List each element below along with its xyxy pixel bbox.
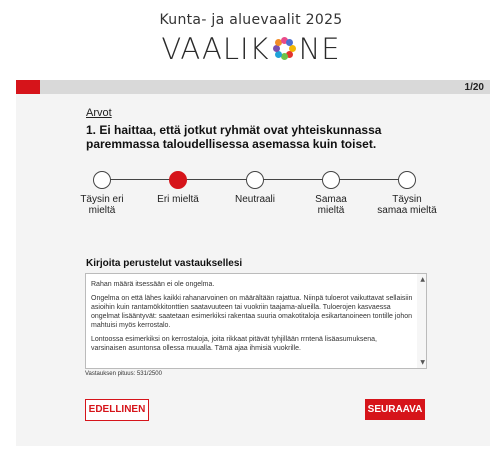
justification-paragraph: Lontoossa esimerkiksi on kerrostaloja, joita rikkaat pitävät tyhjillään rrntenä lisäasumuksena, varsinaisen asuntonsa ollessa muualla. Tämä ajaa ihmisiä vuokrille.	[91, 336, 377, 352]
scale-option-label: Täysin samaa mieltä	[377, 194, 437, 216]
justification-textarea[interactable]	[85, 273, 427, 369]
radio-circle[interactable]	[398, 171, 416, 189]
textarea-scrollbar[interactable]	[417, 274, 426, 368]
logo-text-right: NE	[298, 32, 341, 66]
next-button[interactable]: SEURAAVA	[365, 399, 425, 420]
scale-option-eri[interactable]	[148, 171, 208, 205]
logo-dot	[273, 45, 280, 52]
radio-circle[interactable]	[169, 171, 187, 189]
previous-button[interactable]: EDELLINEN	[85, 399, 149, 421]
justification-paragraph: Rahan määrä itsessään ei ole ongelma.	[91, 281, 215, 288]
scale-option-label: Täysin eri mieltä	[80, 194, 124, 216]
header	[0, 0, 502, 78]
scale-option-samaa[interactable]	[301, 171, 361, 216]
justification-text[interactable]	[91, 280, 413, 358]
progress-bar	[16, 80, 490, 94]
justification-paragraph: Ongelma on että lähes kaikki rahanarvoinen on määrältään rajattua. Niinpä tuloerot vaikuttavat sellaisiin asioihin kuin rantamökkitonttien saatavuuteen tai vuokriin taajama-alueilla. Tuloerojen kasvaessa ongelmat lisääntyvät: saatetaan esimerkiksi rakentaa suuria omakotitaloja esikartanoineen tontille johon mahtuisi myös kerrostalo.	[91, 295, 413, 329]
character-count: Vastauksen pituus: 531/2500	[85, 371, 162, 377]
radio-circle[interactable]	[93, 171, 111, 189]
scale-option-taysin-eri[interactable]	[72, 171, 132, 216]
scale-option-neutraali[interactable]	[225, 171, 285, 205]
logo-text-left: VAALIK	[161, 32, 270, 66]
question-category: Arvot	[86, 107, 112, 119]
scale-option-label: Samaa mieltä	[315, 194, 347, 216]
question-card	[16, 80, 490, 446]
election-title: Kunta- ja aluevaalit 2025	[159, 12, 343, 28]
logo-dots-icon	[271, 36, 298, 60]
scroll-up-icon[interactable]: ▲	[420, 276, 425, 283]
vaalikone-logo	[0, 32, 502, 66]
scale-option-label: Eri mieltä	[157, 194, 199, 205]
scroll-down-icon[interactable]: ▼	[420, 359, 425, 366]
progress-fill	[16, 80, 40, 94]
progress-count: 1/20	[464, 82, 484, 93]
justification-label: Kirjoita perustelut vastauksellesi	[86, 258, 243, 269]
radio-circle[interactable]	[246, 171, 264, 189]
radio-circle[interactable]	[322, 171, 340, 189]
scale-option-label: Neutraali	[234, 194, 276, 205]
question-text: 1. Ei haittaa, että jotkut ryhmät ovat yhteiskunnassa paremmassa taloudellisessa asemassa kuin toiset.	[86, 123, 382, 151]
scale-option-taysin-samaa[interactable]	[377, 171, 437, 216]
